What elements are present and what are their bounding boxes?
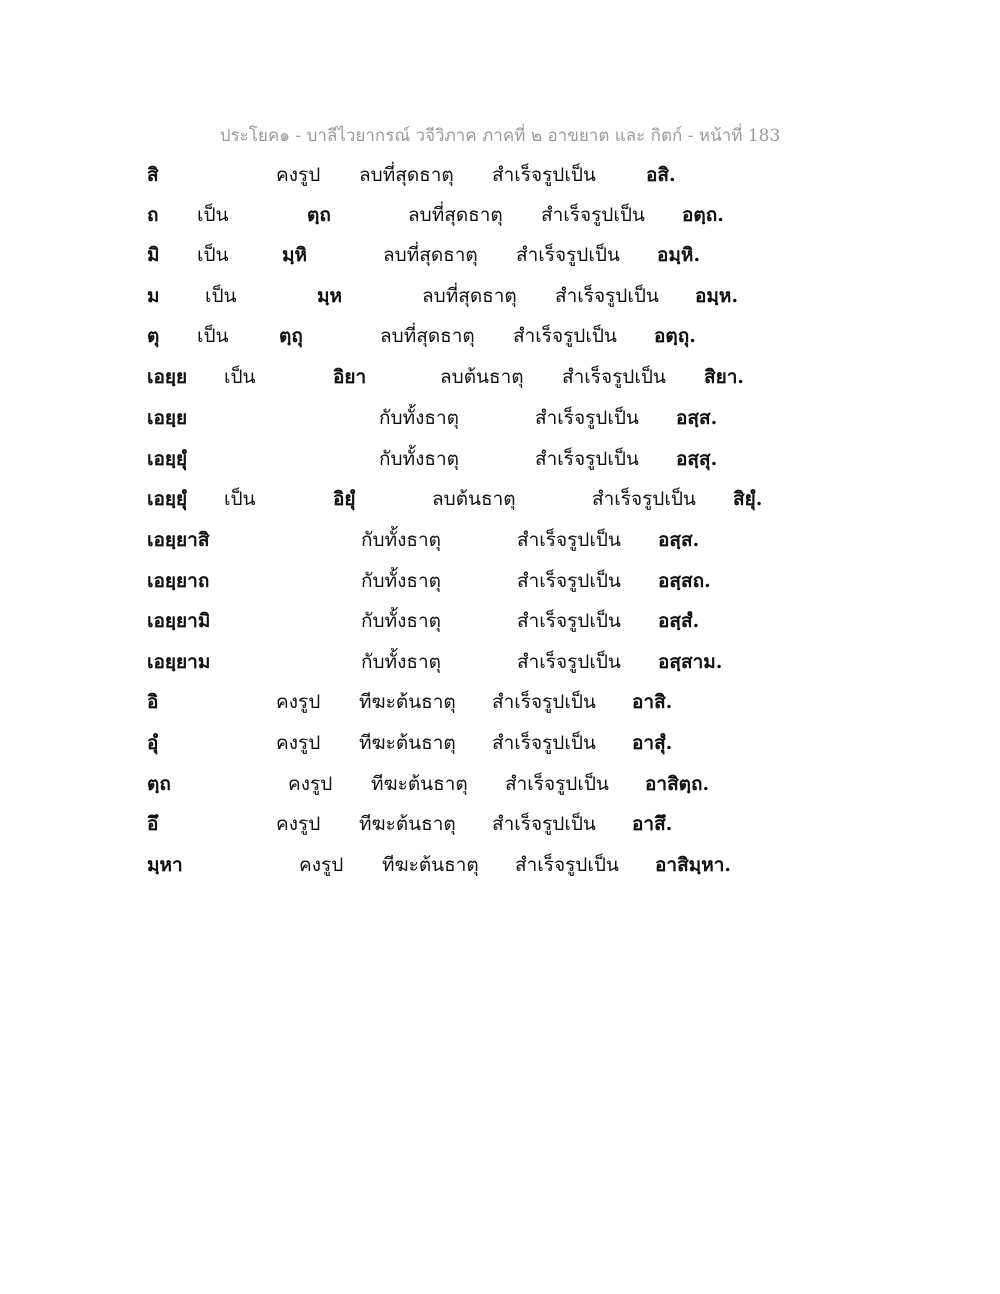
table-row: [0, 609, 1000, 649]
table-cell: สำเร็จรูปเป็น: [535, 448, 639, 470]
table-cell: อสฺสํ.: [658, 610, 700, 632]
table-cell: กับทั้งธาตุ: [361, 651, 441, 673]
table-cell: สำเร็จรูปเป็น: [517, 529, 621, 551]
table-cell: สิยา.: [704, 366, 745, 388]
table-cell: เอยฺย: [147, 407, 188, 429]
table-cell: อิยา: [333, 366, 367, 388]
table-cell: สำเร็จรูปเป็น: [492, 691, 596, 713]
table-cell: เป็น: [197, 244, 229, 266]
table-cell: ทีฆะต้นธาตุ: [382, 854, 479, 876]
table-cell: กับทั้งธาตุ: [379, 407, 459, 429]
table-cell: อสฺสถ.: [658, 570, 711, 592]
table-cell: เป็น: [224, 366, 256, 388]
table-cell: สำเร็จรูปเป็น: [592, 488, 696, 510]
table-cell: สำเร็จรูปเป็น: [492, 732, 596, 754]
table-cell: สำเร็จรูปเป็น: [517, 610, 621, 632]
table-cell: สำเร็จรูปเป็น: [541, 204, 645, 226]
table-row: [0, 487, 1000, 527]
table-cell: อาสิ.: [632, 691, 673, 713]
table-cell: ทีฆะต้นธาตุ: [359, 813, 456, 835]
table-cell: ลบที่สุดธาตุ: [359, 164, 454, 186]
table-row: [0, 772, 1000, 812]
table-cell: เอยฺยามิ: [147, 610, 211, 632]
table-cell: อตฺถ.: [682, 204, 724, 226]
table-row: [0, 365, 1000, 405]
table-cell: สำเร็จรูปเป็น: [513, 325, 617, 347]
table-cell: ตฺถ: [147, 773, 171, 795]
table-row: [0, 284, 1000, 324]
table-cell: คงรูป: [288, 773, 333, 795]
table-cell: สำเร็จรูปเป็น: [515, 854, 619, 876]
table-cell: คงรูป: [276, 691, 321, 713]
table-cell: อสฺสาม.: [658, 651, 723, 673]
table-cell: สิ: [147, 164, 159, 186]
table-cell: ลบที่สุดธาตุ: [380, 325, 475, 347]
table-row: [0, 853, 1000, 893]
table-cell: อตฺถุ.: [654, 325, 696, 347]
table-cell: ถ: [147, 204, 159, 226]
table-cell: ทีฆะต้นธาตุ: [359, 732, 456, 754]
table-row: [0, 731, 1000, 771]
table-cell: ทีฆะต้นธาตุ: [371, 773, 468, 795]
table-cell: มฺหิ: [282, 244, 308, 266]
table-cell: ลบที่สุดธาตุ: [383, 244, 478, 266]
table-row: [0, 690, 1000, 730]
table-row: [0, 569, 1000, 609]
table-cell: อิ: [147, 691, 159, 713]
table-cell: สิยุํ.: [733, 488, 763, 510]
table-cell: คงรูป: [299, 854, 344, 876]
table-cell: ตุ: [147, 325, 160, 347]
table-cell: มฺหา: [147, 854, 183, 876]
table-cell: อาสิตฺถ.: [645, 773, 710, 795]
table-cell: เป็น: [197, 204, 229, 226]
table-cell: อุํ: [147, 732, 159, 754]
table-cell: ลบที่สุดธาตุ: [422, 285, 517, 307]
table-cell: สำเร็จรูปเป็น: [505, 773, 609, 795]
table-cell: เอยฺยาสิ: [147, 529, 210, 551]
table-row: [0, 447, 1000, 487]
table-cell: มิ: [147, 244, 160, 266]
table-cell: กับทั้งธาตุ: [361, 529, 441, 551]
table-cell: กับทั้งธาตุ: [361, 570, 441, 592]
table-cell: สำเร็จรูปเป็น: [516, 244, 620, 266]
table-cell: สำเร็จรูปเป็น: [492, 813, 596, 835]
table-cell: เป็น: [205, 285, 237, 307]
table-cell: เอยฺยุํ: [147, 488, 188, 510]
table-cell: สำเร็จรูปเป็น: [517, 570, 621, 592]
table-cell: คงรูป: [276, 813, 321, 835]
table-cell: กับทั้งธาตุ: [379, 448, 459, 470]
table-cell: ตฺถุ: [279, 325, 303, 347]
table-cell: อิยุํ: [333, 488, 356, 510]
table-row: [0, 203, 1000, 243]
table-cell: อสฺส.: [658, 529, 700, 551]
table-cell: อสฺสุ.: [676, 448, 718, 470]
table-cell: สำเร็จรูปเป็น: [535, 407, 639, 429]
table-cell: อึ: [147, 813, 159, 835]
table-row: [0, 528, 1000, 568]
table-row: [0, 324, 1000, 364]
table-cell: สำเร็จรูปเป็น: [555, 285, 659, 307]
table-row: [0, 163, 1000, 203]
table-cell: ม: [147, 285, 160, 307]
table-cell: เอยฺยาม: [147, 651, 211, 673]
table-cell: ลบต้นธาตุ: [432, 488, 516, 510]
table-cell: เอยฺยุํ: [147, 448, 188, 470]
table-cell: เป็น: [224, 488, 256, 510]
table-cell: สำเร็จรูปเป็น: [562, 366, 666, 388]
table-cell: ตฺถ: [307, 204, 331, 226]
table-cell: ทีฆะต้นธาตุ: [359, 691, 456, 713]
table-cell: กับทั้งธาตุ: [361, 610, 441, 632]
table-cell: สำเร็จรูปเป็น: [517, 651, 621, 673]
running-header: ประโยค๑ - บาลีไวยากรณ์ วจีวิภาค ภาคที่ ๒ อาขยาต และ กิตก์ - หน้าที่ 183: [219, 126, 781, 146]
table-cell: อสิ.: [646, 164, 676, 186]
table-cell: อมฺหิ.: [657, 244, 701, 266]
table-row: [0, 243, 1000, 283]
table-cell: อสฺส.: [676, 407, 718, 429]
table-cell: คงรูป: [276, 164, 321, 186]
table-cell: ลบต้นธาตุ: [440, 366, 524, 388]
table-cell: เป็น: [197, 325, 229, 347]
table-cell: เอยฺยาถ: [147, 570, 210, 592]
table-cell: มฺห: [317, 285, 343, 307]
table-cell: อาสึ.: [632, 813, 673, 835]
table-cell: คงรูป: [276, 732, 321, 754]
table-row: [0, 650, 1000, 690]
table-cell: อมฺห.: [695, 285, 739, 307]
table-cell: อาสิมฺหา.: [655, 854, 732, 876]
table-cell: สำเร็จรูปเป็น: [492, 164, 596, 186]
table-cell: อาสุํ.: [632, 732, 673, 754]
table-cell: เอยฺย: [147, 366, 188, 388]
table-row: [0, 812, 1000, 852]
table-cell: ลบที่สุดธาตุ: [408, 204, 503, 226]
table-row: [0, 406, 1000, 446]
